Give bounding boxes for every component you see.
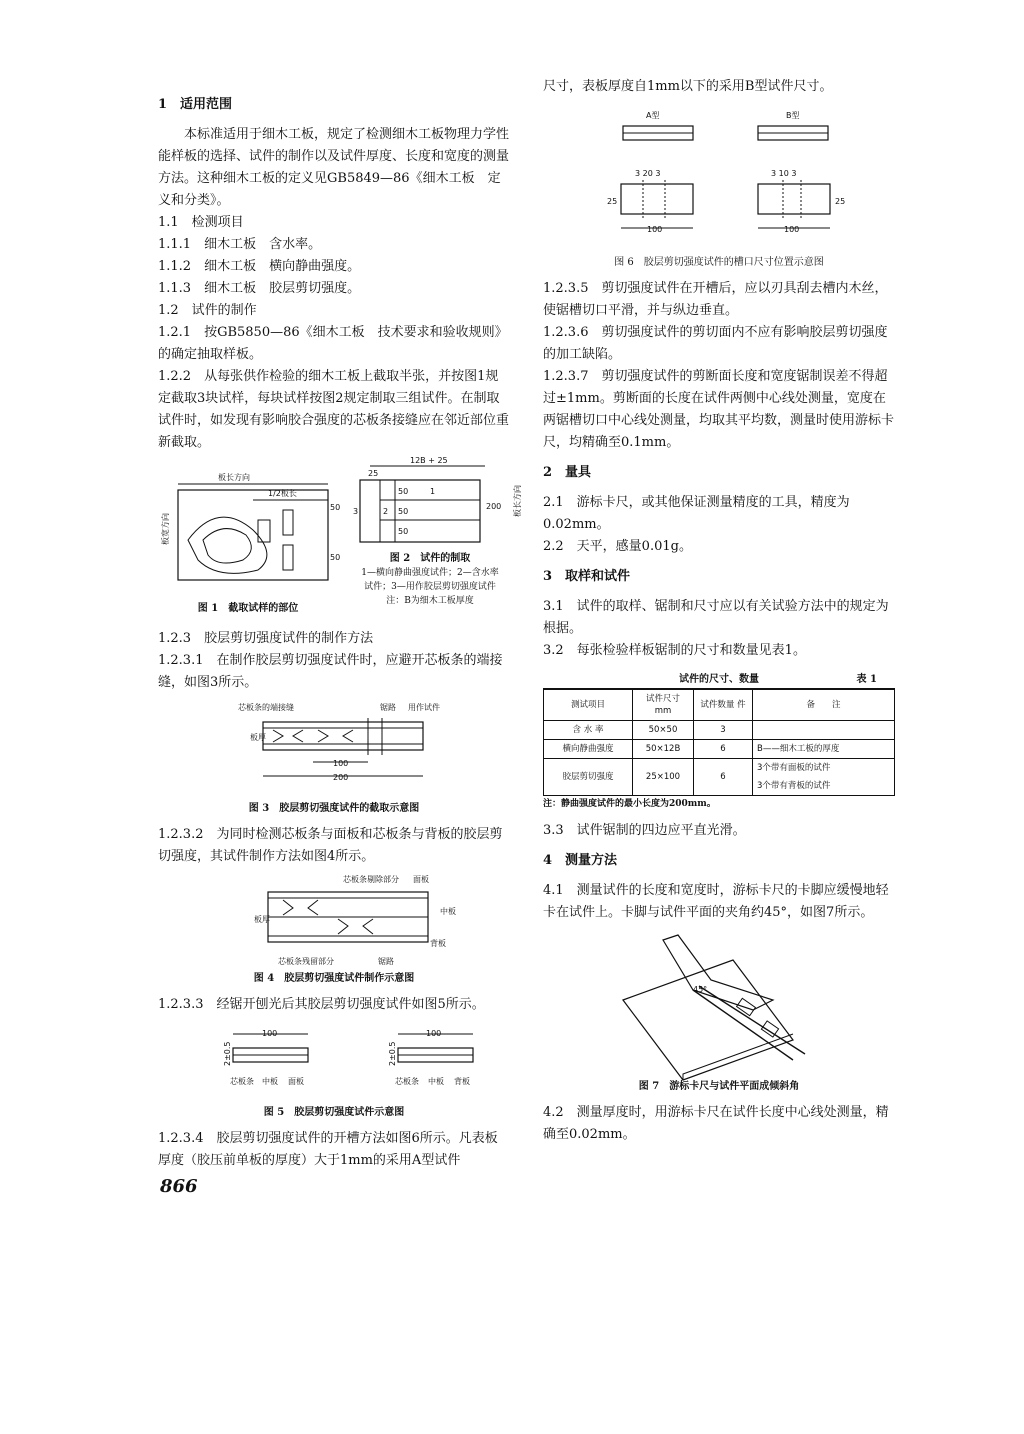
table-1-title [543,672,895,688]
section-3-2: 3.2 每张检验样板锯制的尺寸和数量见表1。 [543,643,806,658]
fig4-face: 面板 [413,875,429,884]
section-3-1: 3.1 试件的取样、锯制和尺寸应以有关试验方法中的规定为根据。 [543,599,889,636]
fig4-back: 背板 [430,939,446,948]
fig4-mid: 中板 [440,907,456,916]
table-header-row [544,689,895,721]
section-4-2: 4.2 测量厚度时，用游标卡尺在试件长度中心线处测量，精确至0.02mm。 [543,1105,889,1142]
figure-4-drawing [158,872,510,972]
figure-2-note-2: 试件；3—用作胶层剪切强度试件 [364,582,496,592]
fig2-d50c: 50 [398,527,409,536]
fig2-dim-200: 200 [486,502,502,511]
fig1-length-dir: 板长方向 [218,473,250,482]
fig2-d50a: 50 [398,487,409,496]
section-1-1-1: 1.1.1 细木工板 含水率。 [158,237,322,252]
section-1-2-3-3: 1.2.3.3 经锯开刨光后其胶层剪切强度试件如图5所示。 [158,997,485,1012]
table-header-cell: 试件数量 件 [694,689,753,721]
section-4-1: 4.1 测量试件的长度和宽度时，游标卡尺的卡脚应缓慢地轻卡在试件上。卡脚与试件平面的夹角约45°，如图7所示。 [543,883,889,920]
figure-7-caption: 图 7 游标卡尺与试件平面成倾斜角 [638,1081,800,1092]
section-1-2-3: 1.2.3 胶层剪切强度试件的制作方法 [158,631,374,646]
table-header-cell: 测试项目 [544,689,633,721]
section-1-1-2: 1.1.2 细木工板 横向静曲强度。 [158,259,361,274]
table-cell: 6 [694,740,753,759]
fig5-hb: 2±0.5 [388,1041,397,1066]
table-1-note: 注：静曲强度试件的最小长度为200mm。 [543,799,716,809]
table-header-cell: 备 注 [753,689,895,721]
right-column [543,76,895,1146]
section-1-2: 1.2 试件的制作 [158,303,257,318]
table-row [544,721,895,740]
fig2-dim-25: 25 [368,469,379,478]
fig5-mid1: 中板 [262,1077,278,1086]
figure-1-caption: 图 1 截取试样的部位 [197,603,299,614]
fig6-b-bottom: 100 [784,225,800,234]
fig6-a-top: 3 20 3 [635,169,661,178]
fig3-use: 用作试件 [408,703,440,712]
fig1-dim-50b: 50 [330,553,341,562]
section-1-body: 本标准适用于细木工板，规定了检测细木工板物理力学性能样板的选择、试件的制作以及试件厚度、长度和宽度的测量方法。这种细木工板的定义见GB5849—86《细木工板 定义和分类》。 [158,127,510,208]
figure-4-caption: 图 4 胶层剪切强度试件制作示意图 [253,973,415,984]
section-1-2-3-5: 1.2.3.5 剪切强度试件在开槽后，应以刃具刮去槽内木丝，使锯槽切口平滑，并与纵边垂直。 [543,281,888,318]
section-1-2-3-7: 1.2.3.7 剪切强度试件的剪断面长度和宽度锯制误差不得超过±1mm。剪断面的长度在试件两侧中心线处测量，宽度在两锯槽切口中心线处测量，均取其平均数，测量时使用游标卡尺，均精确至0.1mm。 [543,369,895,450]
fig3-seam: 芯板条的端接缝 [238,703,294,712]
fig5-back: 背板 [454,1077,470,1086]
page-number: 866 [160,1176,198,1197]
section-1-1-3: 1.1.3 细木工板 胶层剪切强度。 [158,281,361,296]
section-3-title: 3 取样和试件 [543,569,631,584]
fig5-100a: 100 [262,1029,278,1038]
table-cell: 含 水 率 [544,721,633,740]
figure-3-caption: 图 3 胶层剪切强度试件的截取示意图 [248,803,420,814]
fig1-half: 1/2板长 [268,489,297,498]
fig1-dim-50a: 50 [330,503,341,512]
fig3-saw: 锯路 [380,703,396,712]
section-3-3: 3.3 试件锯制的四边应平直光滑。 [543,823,746,838]
fig2-n3: 3 [353,507,359,516]
fig3-dim-100: 100 [333,759,349,768]
table-cell: 3 [694,721,753,740]
fig5-100b: 100 [426,1029,442,1038]
table-1-label: 表 1 [856,674,877,685]
table-cell: 6 [694,759,753,796]
fig6-label-a: A型 [646,111,660,120]
figure-6-caption: 图 6 胶层剪切强度试件的槽口尺寸位置示意图 [614,257,824,268]
section-1-2-3-4: 1.2.3.4 胶层剪切强度试件的开槽方法如图6所示。凡表板厚度（胶压前单板的厚度）大于1mm的采用A型试件 [158,1131,498,1168]
figure-2-drawing [350,454,522,549]
fig1-width-dir: 板宽方向 [161,513,170,545]
fig2-dir: 板长方向 [513,485,522,517]
fig6-label-b: B型 [786,111,800,120]
figure-6-drawing [543,106,895,256]
table-cell: 50×12B [633,740,694,759]
section-2-1: 2.1 游标卡尺，或其他保证测量精度的工具，精度为0.02mm。 [543,495,850,532]
table-header-cell: 试件尺寸 mm [633,689,694,721]
fig5-core1: 芯板条 [230,1077,254,1086]
fig2-d50b: 50 [398,507,409,516]
fig4-b: 板厚 [254,915,270,924]
table-1 [543,688,895,796]
left-column [158,88,522,1172]
table-cell: 50×50 [633,721,694,740]
fig6-b-side: 25 [835,197,846,206]
fig7-angle: 45° [693,985,708,994]
fig5-core2: 芯板条 [395,1077,419,1086]
table-row [544,740,895,759]
table-cell [753,721,895,740]
section-1-2-1: 1.2.1 按GB5850—86《细木工板 技术要求和验收规则》的确定抽取样板。 [158,325,508,362]
fig2-n2: 2 [383,507,389,516]
table-cell: 胶层剪切强度 [544,759,633,796]
figures-1-2 [158,456,522,620]
section-1-2-3-1: 1.2.3.1 在制作胶层剪切强度试件时，应避开芯板条的端接缝，如图3所示。 [158,653,503,690]
fig3-dim-200: 200 [333,773,349,782]
table-cell: 3个带有背板的试件 [753,777,895,796]
section-1-1: 1.1 检测项目 [158,215,244,230]
fig5-mid2: 中板 [428,1077,444,1086]
figure-5-drawing [158,1026,510,1106]
section-1-title: 1 适用范围 [158,97,233,112]
figure-2-caption: 图 2 试件的制取 [389,553,471,564]
figure-2-note-3: 注：B为细木工板厚度 [386,596,474,606]
table-cell: 25×100 [633,759,694,796]
table-1-title-text: 试件的尺寸、数量 [679,674,759,685]
section-2-2: 2.2 天平，感量0.01g。 [543,539,692,554]
figure-3-drawing [158,700,510,800]
table-cell: B——细木工板的厚度 [753,740,895,759]
fig6-a-side: 25 [607,197,618,206]
section-4-title: 4 测量方法 [543,853,618,868]
fig4-remove: 芯板条剔除部分 [343,875,399,884]
fig4-keep: 芯板条残留部分 [278,957,334,966]
figure-2-caption-block [350,552,510,608]
fig2-n1: 1 [430,487,436,496]
fig3-b: 板厚 [250,733,266,742]
table-1-block [543,672,895,812]
fig2-dim-top: 12B + 25 [410,456,448,465]
continuation: 尺寸，表板厚度自1mm以下的采用B型试件尺寸。 [543,79,833,94]
table-cell: 3个带有面板的试件 [753,759,895,778]
figure-5-caption: 图 5 胶层剪切强度试件示意图 [263,1107,405,1118]
fig5-ha: 2±0.5 [223,1041,232,1066]
fig5-face: 面板 [288,1077,304,1086]
section-1-2-3-2: 1.2.3.2 为同时检测芯板条与面板和芯板条与背板的胶层剪切强度，其试件制作方法如图4所示。 [158,827,503,864]
figure-7-drawing [543,930,895,1080]
table-row [544,759,895,778]
section-2-title: 2 量具 [543,465,592,480]
fig6-a-bottom: 100 [647,225,663,234]
figure-2-note-1: 1—横向静曲强度试件；2—含水率 [361,568,499,578]
section-1-2-2: 1.2.2 从每张供作检验的细木工板上截取半张，并按图1规定截取3块试样，每块试样按图2规定制取三组试件。在制取试件时，如发现有影响胶合强度的芯板条接缝应在邻近部位重新截取。 [158,369,510,450]
section-1-2-3-6: 1.2.3.6 剪切强度试件的剪切面内不应有影响胶层剪切强度的加工缺陷。 [543,325,888,362]
figure-1-drawing [158,460,341,600]
table-cell: 横向静曲强度 [544,740,633,759]
fig6-b-top: 3 10 3 [771,169,797,178]
fig4-saw: 锯路 [378,957,394,966]
